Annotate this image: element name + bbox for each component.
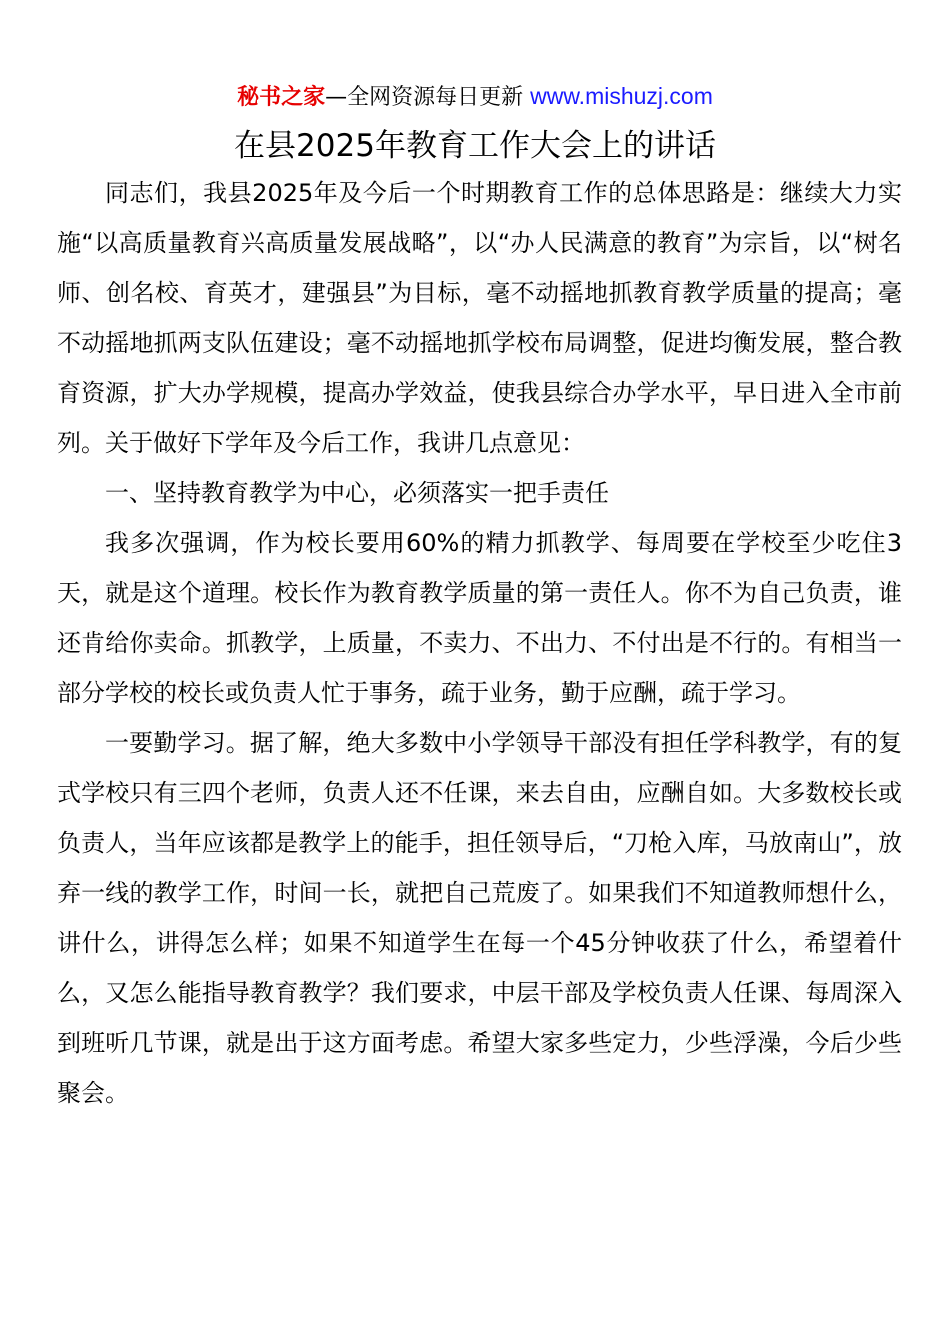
header-tagline: —全网资源每日更新 (325, 85, 524, 110)
document-title: 在县2025年教育工作大会上的讲话 (234, 128, 716, 164)
brand-name: 秘书之家 (237, 85, 326, 110)
site-url-link[interactable]: www.mishuzj.com (530, 83, 713, 109)
site-header (0, 80, 950, 114)
document-body (57, 168, 902, 1118)
body-paragraph: 同志们，我县2025年及今后一个时期教育工作的总体思路是：继续大力实施“以高质量教育兴高质量发展战略”，以“办人民满意的教育”为宗旨，以“树名师、创名校、育英才，建强县”为目标，毫不动摇地抓教育教学质量的提高；毫不动摇地抓两支队伍建设；毫不动摇地抓学校布局调整，促进均衡发展，整合教育资源，扩大办学规模，提高办学效益，使我县综合办学水平，早日进入全市前列。关于做好下学年及今后工作，我讲几点意见： (57, 179, 902, 457)
body-paragraph: 我多次强调，作为校长要用60%的精力抓教学、每周要在学校至少吃住3天，就是这个道理。校长作为教育教学质量的第一责任人。你不为自己负责，谁还肯给你卖命。抓教学，上质量，不卖力、不出力、不付出是不行的。有相当一部分学校的校长或负责人忙于事务，疏于业务，勤于应酬，疏于学习。 (57, 529, 902, 707)
body-paragraph: 一要勤学习。据了解，绝大多数中小学领导干部没有担任学科教学，有的复式学校只有三四个老师，负责人还不任课，来去自由，应酬自如。大多数校长或负责人，当年应该都是教学上的能手，担任领导后，“刀枪入库，马放南山”，放弃一线的教学工作，时间一长，就把自己荒废了。如果我们不知道教师想什么，讲什么，讲得怎么样；如果不知道学生在每一个45分钟收获了什么，希望着什么，又怎么能指导教育教学？我们要求，中层干部及学校负责人任课、每周深入到班听几节课，就是出于这方面考虑。希望大家多些定力，少些浮澡，今后少些聚会。 (57, 729, 902, 1107)
section-heading: 一、坚持教育教学为中心，必须落实一把手责任 (105, 479, 609, 507)
